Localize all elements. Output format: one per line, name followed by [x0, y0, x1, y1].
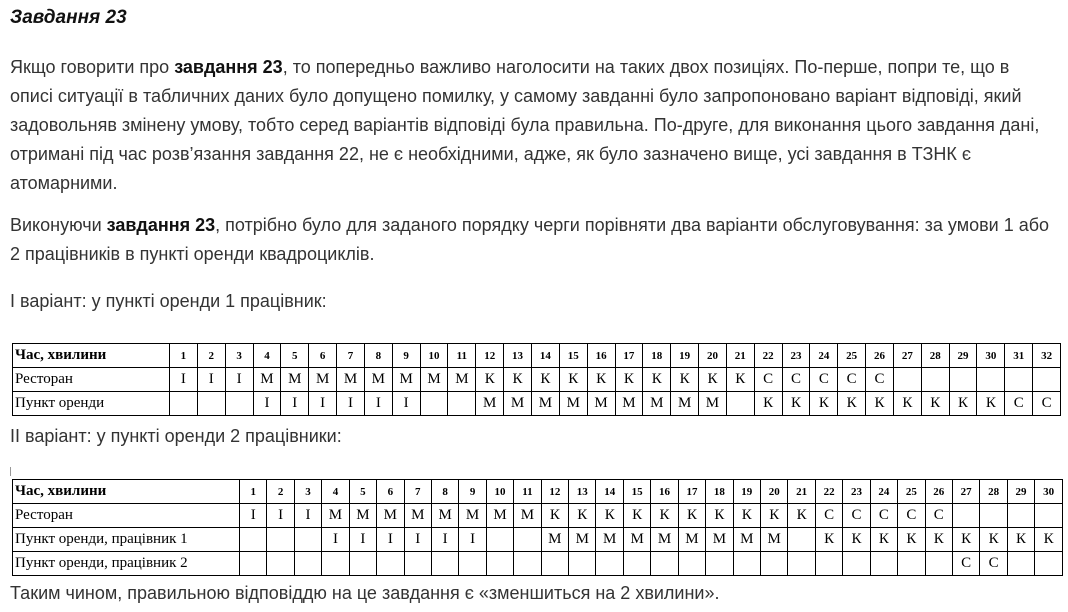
minute-header-cell: 3: [294, 480, 321, 504]
minute-header-cell: 22: [815, 480, 842, 504]
schedule-cell: С: [810, 368, 838, 392]
minute-header-cell: 14: [596, 480, 623, 504]
minute-header-cell: 12: [476, 344, 504, 368]
schedule-cell: І: [294, 504, 321, 528]
schedule-cell: К: [531, 368, 559, 392]
minute-header-cell: 15: [559, 344, 587, 368]
schedule-cell: І: [377, 528, 404, 552]
schedule-cell: М: [587, 392, 615, 416]
schedule-cell: К: [782, 392, 810, 416]
schedule-cell: С: [925, 504, 952, 528]
schedule-cell: [949, 368, 977, 392]
schedule-cell: [267, 528, 294, 552]
schedule-cell: К: [952, 528, 979, 552]
minute-header-cell: 24: [870, 480, 897, 504]
schedule-cell: І: [267, 504, 294, 528]
schedule-cell: [733, 552, 760, 576]
schedule-cell: С: [838, 368, 866, 392]
minute-header-cell: 29: [1007, 480, 1034, 504]
minute-header-cell: 4: [322, 480, 349, 504]
schedule-cell: К: [569, 504, 596, 528]
schedule-cell: С: [898, 504, 925, 528]
minute-header-cell: 23: [843, 480, 870, 504]
minute-header-cell: 24: [810, 344, 838, 368]
schedule-cell: М: [337, 368, 365, 392]
schedule-cell: [541, 552, 568, 576]
schedule-cell: [1033, 368, 1061, 392]
schedule-cell: К: [898, 528, 925, 552]
minute-header-cell: 30: [1035, 480, 1063, 504]
minute-header-cell: 21: [726, 344, 754, 368]
schedule-cell: І: [253, 392, 281, 416]
schedule-cell: К: [925, 528, 952, 552]
minute-header-cell: 29: [949, 344, 977, 368]
schedule-cell: [1035, 552, 1063, 576]
schedule-cell: С: [870, 504, 897, 528]
time-header-label: Час, хвилини: [13, 344, 170, 368]
schedule-cell: [1005, 368, 1033, 392]
schedule-cell: [267, 552, 294, 576]
table-row: [13, 392, 1061, 416]
schedule-cell: К: [949, 392, 977, 416]
variant-2-caption: ІІ варіант: у пункті оренди 2 працівники:: [10, 426, 342, 446]
schedule-cell: К: [1007, 528, 1034, 552]
schedule-cell: І: [240, 504, 267, 528]
schedule-cell: [706, 552, 733, 576]
schedule-cell: С: [980, 552, 1007, 576]
schedule-cell: К: [870, 528, 897, 552]
minute-header-cell: 20: [699, 344, 727, 368]
schedule-cell: К: [541, 504, 568, 528]
minute-header-cell: 4: [253, 344, 281, 368]
paragraph-intro: [10, 53, 1055, 198]
schedule-cell: К: [476, 368, 504, 392]
schedule-cell: К: [559, 368, 587, 392]
schedule-cell: К: [977, 392, 1005, 416]
schedule-cell: [240, 552, 267, 576]
schedule-cell: К: [596, 504, 623, 528]
schedule-cell: І: [309, 392, 337, 416]
schedule-cell: К: [838, 392, 866, 416]
schedule-cell: М: [541, 528, 568, 552]
schedule-cell: [623, 552, 650, 576]
schedule-cell: [349, 552, 376, 576]
paragraph-task-start: Виконуючи: [10, 215, 107, 235]
schedule-cell: [225, 392, 253, 416]
schedule-cell: М: [420, 368, 448, 392]
schedule-cell: К: [921, 392, 949, 416]
schedule-cell: М: [504, 392, 532, 416]
schedule-cell: [197, 392, 225, 416]
schedule-cell: М: [476, 392, 504, 416]
schedule-cell: [377, 552, 404, 576]
schedule-cell: І: [349, 528, 376, 552]
table-row: [13, 552, 1063, 576]
table-row: [13, 368, 1061, 392]
minute-header-cell: 17: [615, 344, 643, 368]
minute-header-cell: 16: [651, 480, 678, 504]
schedule-cell: [898, 552, 925, 576]
paragraph-intro-start: Якщо говорити про: [10, 57, 175, 77]
schedule-cell: [294, 528, 321, 552]
schedule-cell: С: [815, 504, 842, 528]
schedule-cell: [870, 552, 897, 576]
paragraph-task: [10, 211, 1055, 269]
schedule-cell: М: [531, 392, 559, 416]
schedule-cell: М: [514, 504, 541, 528]
schedule-cell: М: [253, 368, 281, 392]
minute-header-cell: 28: [980, 480, 1007, 504]
row-label: Пункт оренди, працівник 1: [13, 528, 240, 552]
schedule-cell: І: [225, 368, 253, 392]
schedule-cell: М: [706, 528, 733, 552]
schedule-cell: І: [281, 392, 309, 416]
minute-header-cell: 2: [197, 344, 225, 368]
schedule-cell: К: [726, 368, 754, 392]
schedule-cell: К: [733, 504, 760, 528]
minute-header-cell: 13: [504, 344, 532, 368]
schedule-cell: І: [459, 528, 486, 552]
minute-header-cell: 21: [788, 480, 815, 504]
schedule-cell: М: [699, 392, 727, 416]
table-row: [13, 528, 1063, 552]
schedule-cell: І: [392, 392, 420, 416]
minute-header-cell: 5: [349, 480, 376, 504]
schedule-cell: К: [815, 528, 842, 552]
schedule-cell: М: [364, 368, 392, 392]
schedule-cell: І: [337, 392, 365, 416]
minute-header-cell: 32: [1033, 344, 1061, 368]
schedule-cell: К: [623, 504, 650, 528]
schedule-cell: [514, 552, 541, 576]
schedule-cell: М: [431, 504, 458, 528]
schedule-cell: [459, 552, 486, 576]
schedule-cell: [788, 552, 815, 576]
schedule-cell: М: [615, 392, 643, 416]
schedule-cell: М: [486, 504, 513, 528]
row-label: Пункт оренди: [13, 392, 170, 416]
schedule-cell: М: [643, 392, 671, 416]
schedule-table-variant-2: [12, 479, 1063, 576]
schedule-cell: [788, 528, 815, 552]
schedule-cell: [952, 504, 979, 528]
schedule-cell: М: [349, 504, 376, 528]
minute-header-cell: 16: [587, 344, 615, 368]
schedule-cell: [761, 552, 788, 576]
schedule-cell: [486, 528, 513, 552]
time-header-label: Час, хвилини: [13, 480, 240, 504]
minute-header-cell: 18: [706, 480, 733, 504]
minute-header-cell: 25: [898, 480, 925, 504]
minute-header-cell: 6: [309, 344, 337, 368]
row-label: Ресторан: [13, 368, 170, 392]
schedule-cell: [448, 392, 476, 416]
schedule-cell: М: [678, 528, 705, 552]
minute-header-cell: 23: [782, 344, 810, 368]
minute-header-cell: 28: [921, 344, 949, 368]
minute-header-cell: 27: [893, 344, 921, 368]
minute-header-cell: 19: [733, 480, 760, 504]
minute-header-cell: 31: [1005, 344, 1033, 368]
schedule-cell: М: [559, 392, 587, 416]
schedule-cell: К: [866, 392, 894, 416]
schedule-cell: К: [843, 528, 870, 552]
schedule-cell: К: [678, 504, 705, 528]
schedule-cell: М: [448, 368, 476, 392]
minute-header-cell: 26: [866, 344, 894, 368]
schedule-cell: К: [504, 368, 532, 392]
schedule-cell: І: [404, 528, 431, 552]
schedule-cell: М: [377, 504, 404, 528]
minute-header-cell: 11: [514, 480, 541, 504]
schedule-cell: [925, 552, 952, 576]
minute-header-cell: 8: [431, 480, 458, 504]
schedule-cell: [514, 528, 541, 552]
variant-1-caption: І варіант: у пункті оренди 1 працівник:: [10, 291, 327, 311]
schedule-cell: С: [843, 504, 870, 528]
minute-header-cell: 9: [459, 480, 486, 504]
table-row: [13, 504, 1063, 528]
schedule-cell: [977, 368, 1005, 392]
schedule-cell: [431, 552, 458, 576]
schedule-cell: К: [788, 504, 815, 528]
schedule-cell: М: [459, 504, 486, 528]
schedule-cell: С: [866, 368, 894, 392]
schedule-cell: [486, 552, 513, 576]
schedule-cell: [596, 552, 623, 576]
minute-header-cell: 10: [420, 344, 448, 368]
task-heading: Завдання 23: [10, 7, 127, 28]
schedule-cell: К: [671, 368, 699, 392]
schedule-cell: М: [309, 368, 337, 392]
schedule-cell: С: [782, 368, 810, 392]
schedule-cell: І: [364, 392, 392, 416]
schedule-cell: [1007, 552, 1034, 576]
minute-header-cell: 30: [977, 344, 1005, 368]
minute-header-cell: 6: [377, 480, 404, 504]
paragraph-intro-bold: завдання 23: [174, 57, 283, 77]
schedule-cell: [980, 504, 1007, 528]
conclusion-text: Таким чином, правильною відповіддю на це завдання є «зменшиться на 2 хвилини».: [10, 583, 720, 603]
schedule-cell: С: [1005, 392, 1033, 416]
schedule-cell: С: [952, 552, 979, 576]
schedule-cell: [815, 552, 842, 576]
paragraph-task-bold: завдання 23: [106, 215, 216, 235]
schedule-cell: [893, 368, 921, 392]
schedule-cell: [170, 392, 198, 416]
minute-header-cell: 10: [486, 480, 513, 504]
schedule-cell: І: [170, 368, 198, 392]
minute-header-cell: 22: [754, 344, 782, 368]
schedule-cell: К: [1035, 528, 1063, 552]
paragraph-intro-rest: , то попередньо важливо наголосити на таких двох позиціях. По-перше, попри те, що в описі ситуації в табличних даних було допущено помилку, у самому завданні було запропоновано варіант відповіді, який задовольняв змінену умову, тобто серед варіантів відповіді була правильна. По-друге, для виконання цього завдання дані, отримані під час розв’язання завдання 22, не є необхідними, адже, як було зазначено вище, усі завдання в ТЗНК є атомарними.: [10, 57, 1040, 193]
schedule-cell: М: [404, 504, 431, 528]
table-header-row: [13, 344, 1061, 368]
schedule-cell: К: [699, 368, 727, 392]
schedule-cell: К: [651, 504, 678, 528]
schedule-cell: [420, 392, 448, 416]
row-label: Пункт оренди, працівник 2: [13, 552, 240, 576]
minute-header-cell: 12: [541, 480, 568, 504]
minute-header-cell: 7: [404, 480, 431, 504]
schedule-cell: М: [281, 368, 309, 392]
schedule-cell: С: [754, 368, 782, 392]
schedule-cell: М: [733, 528, 760, 552]
minute-header-cell: 18: [643, 344, 671, 368]
minute-header-cell: 7: [337, 344, 365, 368]
minute-header-cell: 26: [925, 480, 952, 504]
minute-header-cell: 3: [225, 344, 253, 368]
table-header-row: [13, 480, 1063, 504]
minute-header-cell: 2: [267, 480, 294, 504]
schedule-cell: М: [322, 504, 349, 528]
schedule-cell: [843, 552, 870, 576]
schedule-cell: К: [615, 368, 643, 392]
schedule-cell: К: [643, 368, 671, 392]
row-label: Ресторан: [13, 504, 240, 528]
minute-header-cell: 20: [761, 480, 788, 504]
schedule-cell: К: [587, 368, 615, 392]
schedule-cell: І: [322, 528, 349, 552]
minute-header-cell: 5: [281, 344, 309, 368]
minute-header-cell: 1: [240, 480, 267, 504]
paragraph-task-rest: , потрібно було для заданого порядку черги порівняти два варіанти обслуговування: за умови 1 або 2 працівників в пункті оренди квадроциклів.: [10, 215, 1050, 264]
minute-header-cell: 19: [671, 344, 699, 368]
minute-header-cell: 8: [364, 344, 392, 368]
schedule-cell: [678, 552, 705, 576]
schedule-cell: М: [596, 528, 623, 552]
schedule-cell: [651, 552, 678, 576]
minute-header-cell: 11: [448, 344, 476, 368]
schedule-cell: [726, 392, 754, 416]
schedule-cell: [294, 552, 321, 576]
schedule-cell: М: [392, 368, 420, 392]
schedule-cell: К: [761, 504, 788, 528]
schedule-cell: [322, 552, 349, 576]
schedule-cell: К: [706, 504, 733, 528]
minute-header-cell: 15: [623, 480, 650, 504]
schedule-cell: К: [980, 528, 1007, 552]
minute-header-cell: 27: [952, 480, 979, 504]
schedule-cell: М: [671, 392, 699, 416]
schedule-cell: [921, 368, 949, 392]
minute-header-cell: 14: [531, 344, 559, 368]
schedule-cell: М: [651, 528, 678, 552]
schedule-cell: К: [810, 392, 838, 416]
minute-header-cell: 9: [392, 344, 420, 368]
minute-header-cell: 13: [569, 480, 596, 504]
schedule-cell: М: [761, 528, 788, 552]
minute-header-cell: 1: [170, 344, 198, 368]
schedule-cell: [1007, 504, 1034, 528]
schedule-cell: К: [893, 392, 921, 416]
schedule-cell: М: [569, 528, 596, 552]
minute-header-cell: 17: [678, 480, 705, 504]
schedule-cell: І: [197, 368, 225, 392]
schedule-cell: [569, 552, 596, 576]
schedule-cell: М: [623, 528, 650, 552]
schedule-cell: [240, 528, 267, 552]
schedule-cell: К: [754, 392, 782, 416]
cursor-mark: [10, 467, 11, 476]
minute-header-cell: 25: [838, 344, 866, 368]
schedule-cell: І: [431, 528, 458, 552]
schedule-table-variant-1: [12, 343, 1061, 416]
schedule-cell: [1035, 504, 1063, 528]
schedule-cell: С: [1033, 392, 1061, 416]
schedule-cell: [404, 552, 431, 576]
